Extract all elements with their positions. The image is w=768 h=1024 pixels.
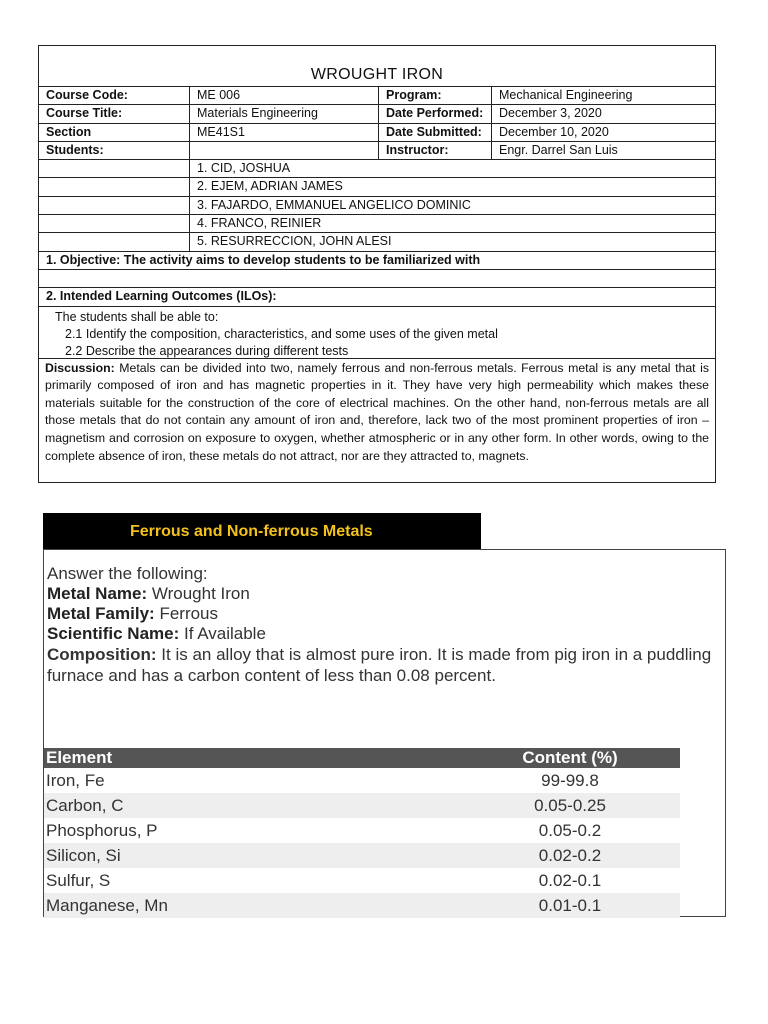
- element-cell: Carbon, C: [44, 793, 458, 818]
- program-label: Program:: [379, 87, 492, 104]
- ilo-heading-row: [39, 287, 715, 305]
- content-cell: 0.05-0.25: [458, 793, 680, 818]
- composition-label: Composition:: [47, 645, 157, 664]
- section-label: Section: [39, 124, 190, 141]
- course-title-row: [39, 104, 715, 122]
- ilo-item: 2.1 Identify the composition, characteristics, and some uses of the given metal: [65, 326, 498, 341]
- ilo-list: [39, 306, 715, 358]
- program-value: Mechanical Engineering: [499, 88, 633, 102]
- scientific-name-label: Scientific Name:: [47, 624, 180, 643]
- student-name: 4. FRANCO, REINIER: [197, 216, 322, 231]
- table-row: [44, 768, 680, 793]
- metal-name-value: Wrought Iron: [151, 584, 250, 603]
- metal-family-label: Metal Family:: [47, 604, 155, 623]
- metal-name-line: [47, 584, 725, 604]
- date-submitted-value: December 10, 2020: [499, 124, 609, 139]
- discussion-label: Discussion:: [45, 360, 115, 375]
- student-row: [39, 159, 715, 177]
- ilo-item: 2.2 Describe the appearances during different tests: [65, 343, 349, 358]
- date-performed-value: December 3, 2020: [499, 106, 602, 121]
- ilo-intro: The students shall be able to:: [55, 309, 219, 324]
- element-cell: Iron, Fe: [46, 770, 105, 790]
- student-row: [39, 214, 715, 232]
- discussion-paragraph: [39, 358, 715, 466]
- table-row: [44, 793, 680, 818]
- metal-name-label: Metal Name:: [47, 584, 148, 603]
- composition-value: It is an alloy that is almost pure iron. It is made from pig iron in a puddling furnace and has a carbon content of less than 0.08 percent.: [47, 645, 712, 685]
- blank-row: [39, 269, 715, 287]
- content-cell: 0.05-0.2: [538, 820, 602, 840]
- course-title-label: Course Title:: [39, 105, 190, 122]
- section-row: [39, 123, 715, 141]
- content-cell: 0.02-0.1: [538, 870, 602, 890]
- objective-text: 1. Objective: The activity aims to develop students to be familiarized with: [46, 252, 481, 267]
- student-name: 5. RESURRECCION, JOHN ALESI: [197, 234, 392, 249]
- table-header-row: [44, 748, 680, 768]
- content-cell: 0.02-0.2: [458, 843, 680, 868]
- metal-family-line: [47, 604, 725, 624]
- scientific-name-line: [47, 624, 725, 644]
- content-cell: 0.01-0.1: [458, 893, 680, 918]
- date-submitted-label: Date Submitted:: [379, 124, 492, 141]
- date-performed-label: Date Performed:: [379, 105, 492, 122]
- student-name: 1. CID, JOSHUA: [197, 161, 291, 176]
- course-code-row: [39, 86, 715, 104]
- document-title: WROUGHT IRON: [310, 66, 444, 83]
- answer-panel: [43, 549, 726, 917]
- element-cell: Manganese, Mn: [44, 893, 458, 918]
- ilo-heading: 2. Intended Learning Outcomes (ILOs):: [46, 289, 277, 304]
- instructor-label: Instructor:: [379, 142, 492, 159]
- table-row: [44, 868, 680, 893]
- course-code-value: ME 006: [190, 87, 379, 104]
- student-name: 3. FAJARDO, EMMANUEL ANGELICO DOMINIC: [197, 197, 471, 212]
- element-cell: Phosphorus, P: [46, 820, 158, 840]
- lab-report-header: [38, 45, 716, 483]
- course-code-label: Course Code:: [39, 87, 190, 104]
- student-row: [39, 196, 715, 214]
- table-row: [44, 818, 680, 843]
- section-value: ME41S1: [190, 124, 379, 141]
- metal-family-value: Ferrous: [159, 604, 219, 623]
- course-title-value: Materials Engineering: [190, 105, 379, 122]
- scientific-name-value: If Available: [184, 624, 266, 643]
- content-cell: 99-99.8: [541, 770, 599, 790]
- composition-table: [44, 748, 680, 918]
- answer-prompt: Answer the following:: [47, 564, 208, 583]
- composition-line: [47, 644, 725, 686]
- objective-row: [39, 251, 715, 269]
- content-column-header: Content (%): [458, 748, 680, 768]
- table-row: [44, 843, 680, 868]
- discussion-text: Metals can be divided into two, namely ferrous and non-ferrous metals. Ferrous metal is any metal that is primarily composed of iron and has magnetic properties in it. They have very high permeability which makes these materials suitable for the construction of the core of electrical machines. On the other hand, non-ferrous metals are all those metals that do not contain any amount of iron and, therefore, lack two of the most prominent properties of iron – magnetism and corrosion on exposure to oxygen, whether atmospheric or in any other form. In other words, owing to the complete absence of iron, these metals do not attract, nor are they attracted to, magnets.: [45, 360, 710, 463]
- element-column-header: Element: [44, 748, 458, 768]
- students-value-empty: [190, 142, 379, 159]
- students-label: Students:: [39, 142, 190, 159]
- element-cell: Sulfur, S: [46, 870, 111, 890]
- instructor-value: Engr. Darrel San Luis: [499, 142, 618, 157]
- students-row: [39, 141, 715, 159]
- table-row: [44, 893, 680, 918]
- student-row: [39, 232, 715, 250]
- student-name: 2. EJEM, ADRIAN JAMES: [197, 179, 343, 194]
- element-cell: Silicon, Si: [44, 843, 458, 868]
- section-banner: Ferrous and Non-ferrous Metals: [43, 513, 481, 550]
- student-row: [39, 177, 715, 195]
